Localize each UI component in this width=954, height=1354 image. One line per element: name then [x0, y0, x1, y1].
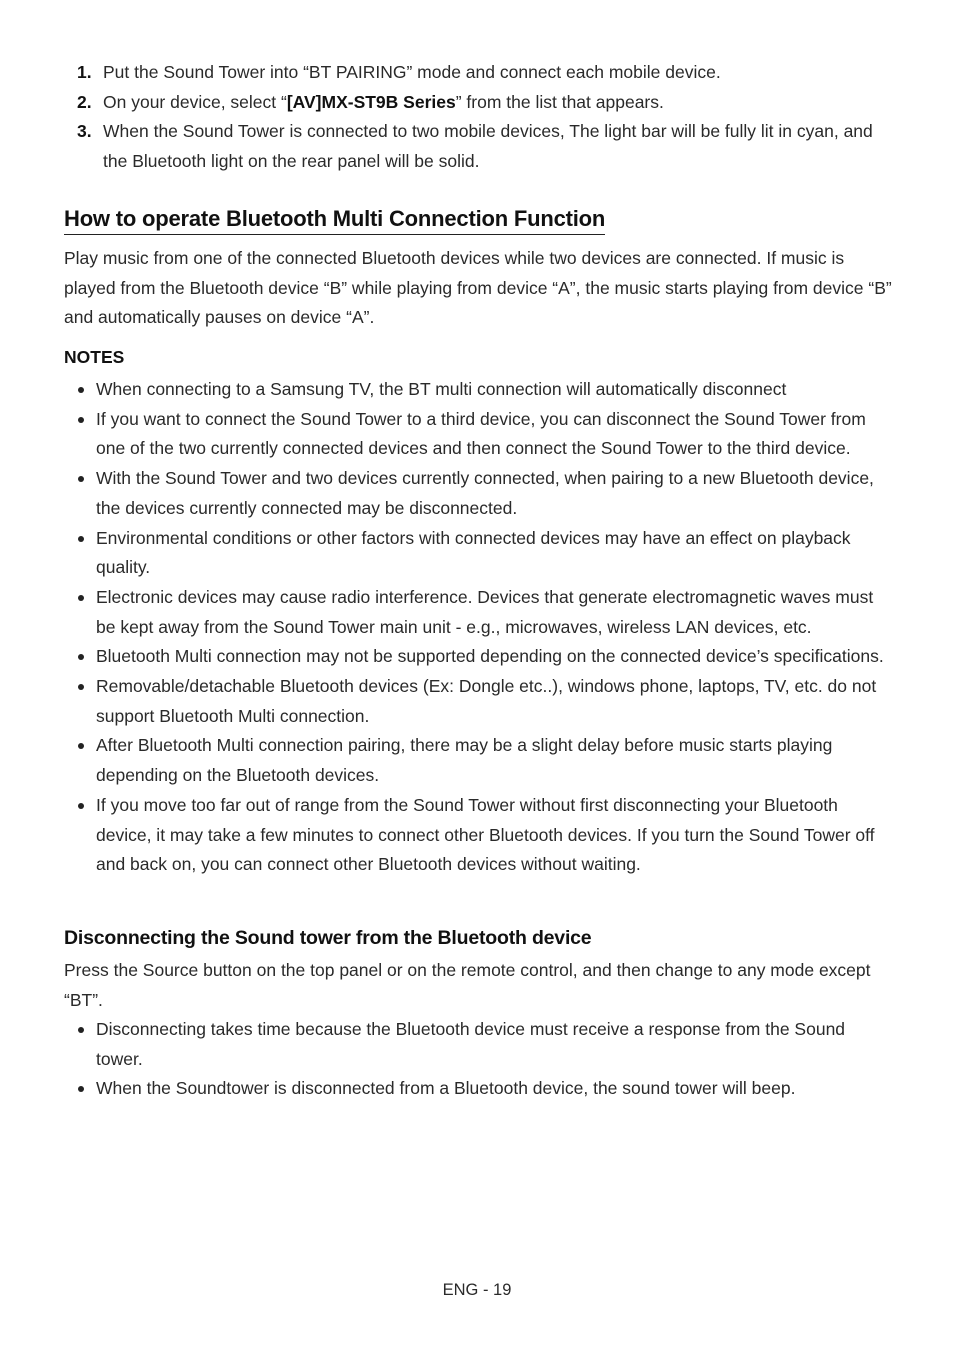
bullet-dot-icon [78, 476, 84, 482]
bullet-dot-icon [78, 684, 84, 690]
note-item [64, 1074, 894, 1104]
step-text-post: ” from the list that appears. [455, 91, 664, 112]
bullet-dot-icon [78, 654, 84, 660]
section-title: How to operate Bluetooth Multi Connection Function [64, 206, 605, 235]
note-item [64, 731, 894, 790]
bullet-dot-icon [78, 536, 84, 542]
note-text: When the Soundtower is disconnected from a Bluetooth device, the sound tower will beep. [96, 1078, 796, 1099]
bullet-dot-icon [78, 595, 84, 601]
note-item [64, 405, 894, 464]
pairing-steps [77, 58, 897, 177]
step-text: When the Sound Tower is connected to two mobile devices, The light bar will be fully lit in cyan, and the Bluetooth light on the rear panel will be solid. [103, 121, 873, 172]
note-text: When connecting to a Samsung TV, the BT multi connection will automatically disconnect [96, 379, 787, 399]
bullet-dot-icon [78, 1086, 84, 1092]
note-text: Electronic devices may cause radio interference. Devices that generate electromagnetic waves must be kept away from the Sound Tower main unit - e.g., microwaves, wireless LAN devices, etc. [96, 586, 874, 637]
note-text: After Bluetooth Multi connection pairing, there may be a slight delay before music starts playing depending on the Bluetooth devices. [96, 735, 833, 786]
section-intro: Play music from one of the connected Bluetooth devices while two devices are connected. If music is played from the Bluetooth device “B” while playing from device “A”, the music starts playing from device “B” and automatically pauses on device “A”. [64, 248, 892, 328]
disconnect-notes-list [64, 1015, 894, 1104]
note-item [64, 1015, 894, 1074]
notes-list [64, 375, 894, 880]
note-item [64, 791, 894, 880]
bullet-dot-icon [78, 1027, 84, 1033]
step-item [77, 58, 897, 88]
note-item [64, 464, 894, 523]
notes-heading: NOTES [64, 347, 125, 367]
page-number: ENG - 19 [442, 1281, 512, 1299]
step-text: Put the Sound Tower into “BT PAIRING” mode and connect each mobile device. [103, 62, 721, 82]
step-item [77, 117, 897, 176]
step-number: 2. [77, 91, 92, 112]
note-text: Environmental conditions or other factors with connected devices may have an effect on playback quality. [96, 527, 851, 578]
bullet-dot-icon [78, 387, 84, 393]
step-number: 3. [77, 121, 92, 142]
device-name: [AV]MX-ST9B Series [286, 91, 456, 112]
note-text: With the Sound Tower and two devices currently connected, when pairing to a new Bluetooth device, the devices currently connected may be disconnected. [96, 468, 874, 518]
note-item [64, 583, 894, 642]
note-item [64, 375, 894, 405]
note-text: Disconnecting takes time because the Bluetooth device must receive a response from the Sound tower. [96, 1019, 846, 1069]
note-text: If you want to connect the Sound Tower to a third device, you can disconnect the Sound Tower from one of the two currently connected devices and then connect the Sound Tower to the third device. [96, 408, 866, 459]
bullet-dot-icon [78, 417, 84, 423]
disconnect-intro: Press the Source button on the top panel or on the remote control, and then change to any mode except “BT”. [64, 960, 871, 1010]
note-text: Bluetooth Multi connection may not be supported depending on the connected device’s specifications. [96, 646, 884, 667]
note-item [64, 524, 894, 583]
disconnect-title: Disconnecting the Sound tower from the Bluetooth device [64, 927, 592, 949]
bullet-dot-icon [78, 743, 84, 749]
note-item [64, 642, 894, 672]
step-text-pre: On your device, select “ [103, 91, 287, 112]
note-text: If you move too far out of range from the Sound Tower without first disconnecting your Bluetooth device, it may take a few minutes to connect other Bluetooth devices. If you turn the Sound Tower off and back on, you can connect other Bluetooth devices without waiting. [96, 794, 875, 875]
step-number: 1. [77, 62, 92, 82]
note-item [64, 672, 894, 731]
bullet-dot-icon [78, 803, 84, 809]
step-item [77, 88, 897, 118]
note-text: Removable/detachable Bluetooth devices (Ex: Dongle etc..), windows phone, laptops, TV, etc. do not support Bluetooth Multi connection. [96, 676, 877, 726]
